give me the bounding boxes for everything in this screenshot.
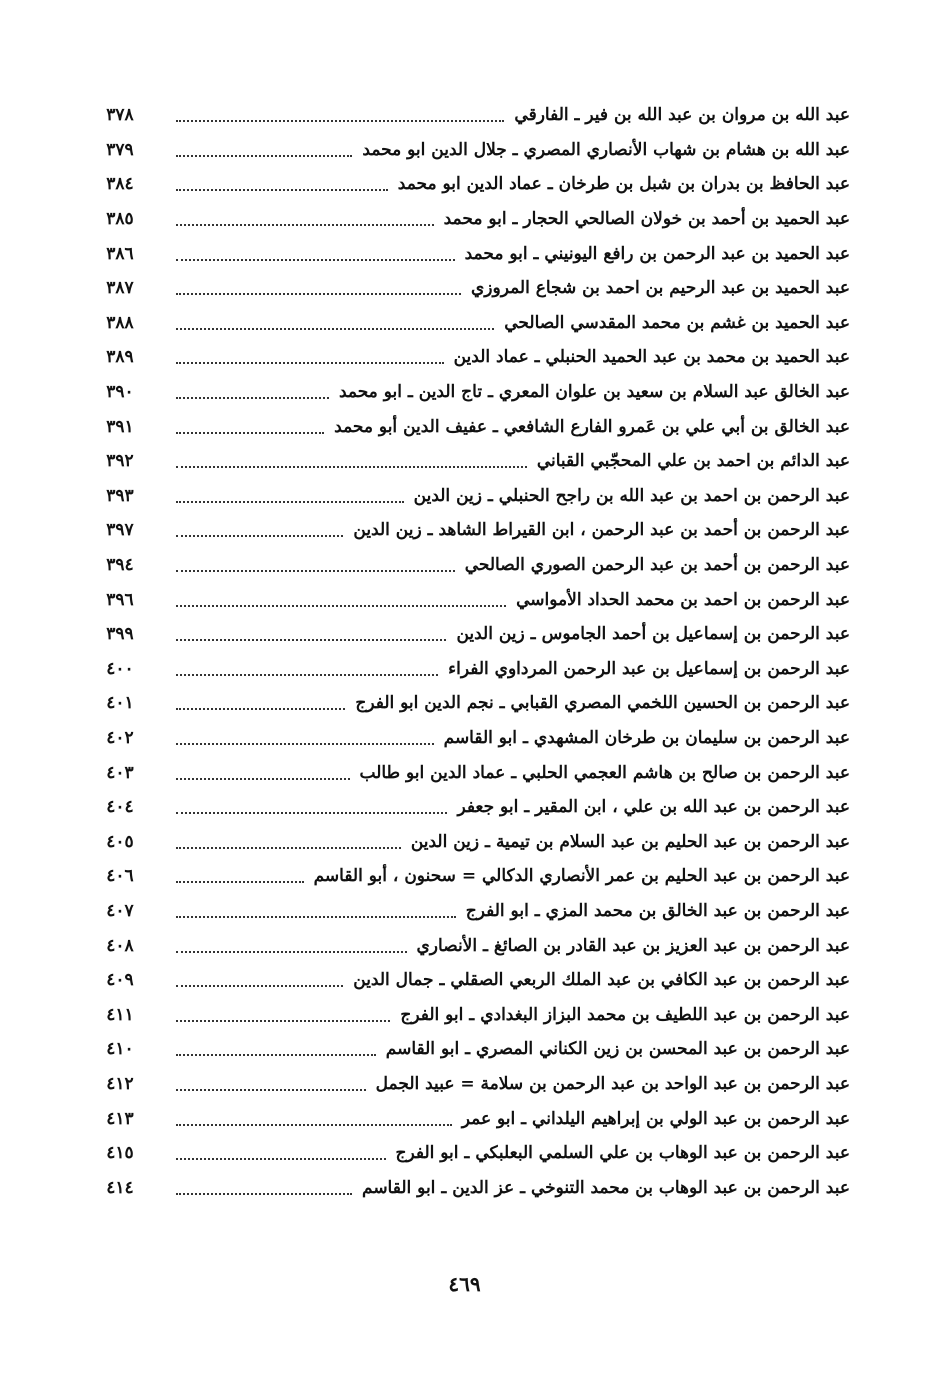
dot-leader: [176, 1089, 366, 1091]
entry-name: عبد الحميد بن عبد الرحمن بن رافع اليونيني ـ ابو محمد: [464, 243, 850, 264]
index-entry: [96, 444, 850, 479]
dot-leader: [176, 985, 343, 987]
index-entry: [96, 652, 850, 687]
dot-leader: [176, 1020, 390, 1022]
entry-page-number: ٤٠٦: [106, 866, 134, 887]
index-entry: [96, 202, 850, 237]
entry-name: عبد الرحمن بن احمد بن محمد الحداد الأمواسي: [516, 589, 850, 610]
entry-page-number: ٤٠٠: [106, 658, 134, 679]
dot-leader: [176, 812, 447, 814]
entry-page-number: ٤١٤: [106, 1177, 134, 1198]
entry-name: عبد الرحمن بن عبد المحسن بن زين الكناني المصري ـ ابو القاسم: [385, 1039, 850, 1060]
dot-leader: [176, 397, 329, 399]
entry-page-number: ٤٠٥: [106, 831, 134, 852]
index-entry: [96, 133, 850, 168]
index-entry: [96, 98, 850, 133]
entry-name: عبد الحافظ بن بدران بن شبل بن طرخان ـ عماد الدين ابو محمد: [397, 174, 850, 195]
entry-name: عبد الله بن مروان بن عبد الله بن فير ـ الفارقي: [514, 105, 850, 126]
index-entry: [96, 859, 850, 894]
dot-leader: [176, 674, 438, 676]
dot-leader: [176, 224, 434, 226]
dot-leader: [176, 120, 504, 122]
entry-page-number: ٣٩٣: [106, 485, 134, 506]
index-entry: [96, 479, 850, 514]
entry-name: عبد الرحمن بن عبد الوهاب بن محمد التنوخي ـ عز الدين ـ ابو القاسم: [362, 1177, 850, 1198]
index-entry: [96, 167, 850, 202]
index-entry: [96, 824, 850, 859]
index-entry: [96, 375, 850, 410]
index-entry: [96, 548, 850, 583]
entry-page-number: ٣٩٧: [106, 520, 134, 541]
entry-name: عبد الرحمن بن سليمان بن طرخان المشهدي ـ ابو القاسم: [443, 727, 850, 748]
index-entry: [96, 582, 850, 617]
index-list: [96, 98, 850, 1205]
entry-page-number: ٤٠٩: [106, 970, 134, 991]
entry-page-number: ٣٩٩: [106, 624, 134, 645]
index-entry: [96, 1170, 850, 1205]
index-entry: [96, 1136, 850, 1171]
index-entry: [96, 236, 850, 271]
dot-leader: [176, 916, 456, 918]
dot-leader: [176, 1124, 452, 1126]
entry-page-number: ٤١٥: [106, 1143, 134, 1164]
entry-name: عبد الرحمن بن عبد الواحد بن عبد الرحمن بن سلامة = عبيد الجمل: [375, 1073, 850, 1094]
entry-page-number: ٤٠٣: [106, 762, 134, 783]
dot-leader: [176, 293, 461, 295]
entry-page-number: ٤٠٢: [106, 727, 134, 748]
index-entry: [96, 409, 850, 444]
entry-name: عبد الخالق عبد السلام بن سعيد بن علوان المعري ـ تاج الدين ـ ابو محمد: [338, 382, 850, 403]
index-entry: [96, 755, 850, 790]
dot-leader: [176, 778, 350, 780]
index-entry: [96, 790, 850, 825]
entry-page-number: ٣٨٦: [106, 243, 134, 264]
entry-name: عبد الرحمن بن عبد الحليم بن عبد السلام بن تيمية ـ زين الدين: [410, 831, 850, 852]
index-entry: [96, 997, 850, 1032]
index-entry: [96, 1067, 850, 1102]
entry-name: عبد الحميد بن عبد الرحيم بن احمد بن شجاع المروزي: [470, 278, 850, 299]
entry-page-number: ٣٧٨: [106, 105, 134, 126]
index-entry: [96, 721, 850, 756]
index-entry: [96, 686, 850, 721]
dot-leader: [176, 1193, 352, 1195]
dot-leader: [176, 501, 404, 503]
entry-name: عبد الرحمن بن أحمد بن عبد الرحمن ، ابن القيراط الشاهد ـ زين الدين: [353, 520, 850, 541]
entry-name: عبد الرحمن بن عبد الخالق بن محمد المزي ـ ابو الفرج: [465, 900, 850, 921]
entry-name: عبد الرحمن بن إسماعيل بن أحمد الجاموس ـ زين الدين: [456, 624, 850, 645]
index-entry: [96, 894, 850, 929]
entry-page-number: ٣٨٥: [106, 209, 134, 230]
entry-name: عبد الرحمن بن عبد الوهاب بن علي السلمي البعلبكي ـ ابو الفرج: [395, 1143, 850, 1164]
dot-leader: [176, 1158, 386, 1160]
index-entry: [96, 271, 850, 306]
entry-name: عبد الحميد بن أحمد بن خولان الصالحي الحجار ـ ابو محمد: [443, 209, 850, 230]
dot-leader: [176, 639, 446, 641]
dot-leader: [176, 155, 352, 157]
entry-name: عبد الرحمن بن الحسين اللخمي المصري القبابي ـ نجم الدين ابو الفرج: [355, 693, 850, 714]
entry-page-number: ٣٨٩: [106, 347, 134, 368]
entry-page-number: ٤١٠: [106, 1039, 134, 1060]
dot-leader: [176, 743, 434, 745]
entry-name: عبد الرحمن بن عبد الحليم بن عمر الأنصاري الدكالي = سحنون ، أبو القاسم: [313, 866, 850, 887]
entry-page-number: ٣٩٤: [106, 555, 134, 576]
entry-name: عبد الله بن هشام بن شهاب الأنصاري المصري ـ جلال الدين ابو محمد: [362, 139, 850, 160]
dot-leader: [176, 881, 304, 883]
index-entry: [96, 1032, 850, 1067]
dot-leader: [176, 328, 494, 330]
index-entry: [96, 617, 850, 652]
entry-name: عبد الرحمن بن عبد الله بن علي ، ابن المقير ـ ابو جعفر: [457, 797, 850, 818]
entry-page-number: ٣٨٧: [106, 278, 134, 299]
dot-leader: [176, 951, 407, 953]
dot-leader: [176, 362, 444, 364]
entry-name: عبد الخالق بن أبي علي بن عَمرو الفارع الشافعي ـ عفيف الدين أبو محمد: [334, 416, 850, 437]
page-number: ٤٦٩: [448, 1272, 481, 1296]
index-entry: [96, 928, 850, 963]
entry-name: عبد الرحمن بن احمد بن عبد الله بن راجح الحنبلي ـ زين الدين: [413, 485, 850, 506]
entry-name: عبد الرحمن بن عبد الولي بن إبراهيم اليلداني ـ ابو عمر: [461, 1108, 850, 1129]
entry-name: عبد الحميد بن محمد بن عبد الحميد الحنبلي ـ عماد الدين: [453, 347, 850, 368]
dot-leader: [176, 535, 343, 537]
dot-leader: [176, 570, 455, 572]
entry-name: عبد الرحمن بن عبد اللطيف بن محمد البزاز البغدادي ـ ابو الفرج: [400, 1004, 850, 1025]
entry-page-number: ٤١٢: [106, 1073, 134, 1094]
index-entry: [96, 340, 850, 375]
entry-page-number: ٣٩١: [106, 416, 134, 437]
entry-name: عبد الرحمن بن عبد العزيز بن عبد القادر بن الصائغ ـ الأنصاري: [416, 935, 850, 956]
entry-name: عبد الدائم بن احمد بن علي المحجّبي القباني: [536, 451, 850, 472]
entry-page-number: ٣٩٦: [106, 589, 134, 610]
dot-leader: [176, 432, 324, 434]
entry-name: عبد الرحمن بن صالح بن هاشم العجمي الحلبي ـ عماد الدين ابو طالب: [359, 762, 850, 783]
entry-page-number: ٤١٣: [106, 1108, 134, 1129]
index-entry: [96, 1101, 850, 1136]
entry-page-number: ٤٠٧: [106, 900, 134, 921]
entry-name: عبد الرحمن بن أحمد بن عبد الرحمن الصوري الصالحي: [464, 555, 850, 576]
dot-leader: [176, 1054, 376, 1056]
dot-leader: [176, 466, 527, 468]
entry-name: عبد الحميد بن غشم بن محمد المقدسي الصالحي: [504, 312, 850, 333]
dot-leader: [176, 259, 455, 261]
entry-page-number: ٤١١: [106, 1004, 134, 1025]
dot-leader: [176, 847, 401, 849]
entry-page-number: ٣٩٠: [106, 382, 134, 403]
index-entry: [96, 306, 850, 341]
dot-leader: [176, 605, 506, 607]
entry-name: عبد الرحمن بن عبد الكافي بن عبد الملك الربعي الصقلي ـ جمال الدين: [353, 970, 850, 991]
index-entry: [96, 513, 850, 548]
dot-leader: [176, 189, 388, 191]
entry-page-number: ٣٧٩: [106, 139, 134, 160]
entry-name: عبد الرحمن بن إسماعيل بن عبد الرحمن المرداوي الفراء: [448, 658, 850, 679]
entry-page-number: ٣٩٢: [106, 451, 134, 472]
entry-page-number: ٤٠٨: [106, 935, 134, 956]
dot-leader: [176, 708, 345, 710]
entry-page-number: ٣٨٨: [106, 312, 134, 333]
index-entry: [96, 963, 850, 998]
entry-page-number: ٤٠١: [106, 693, 134, 714]
entry-page-number: ٣٨٤: [106, 174, 134, 195]
entry-page-number: ٤٠٤: [106, 797, 134, 818]
